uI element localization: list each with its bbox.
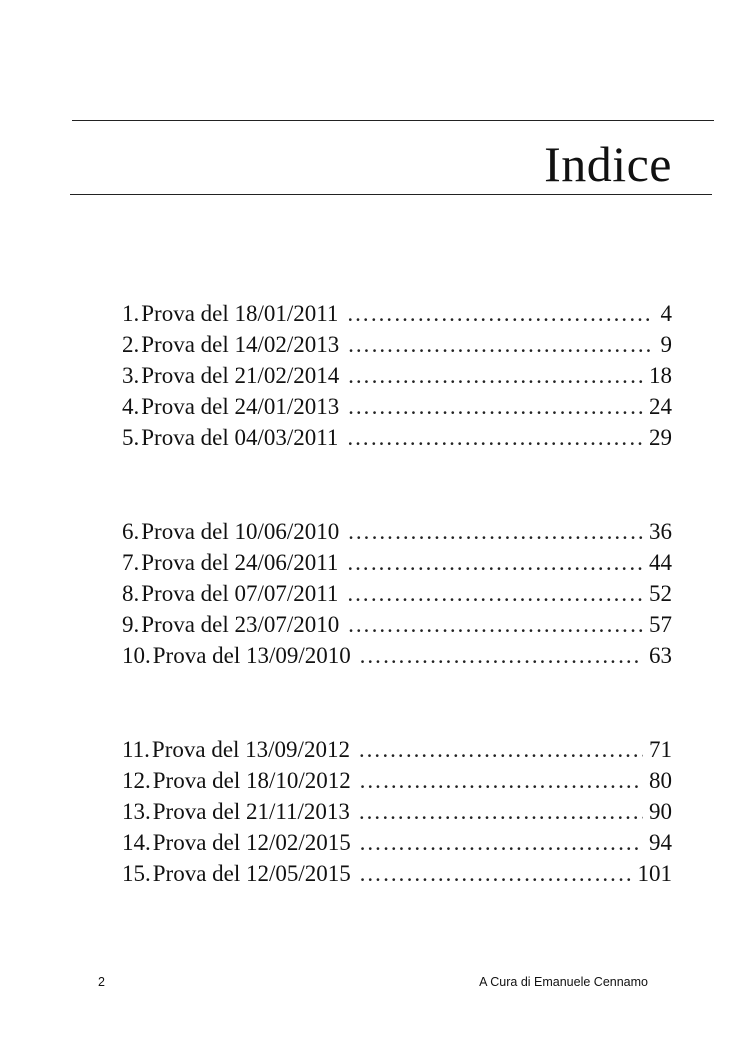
toc-entry-label: Prova del 18/01/2011 (141, 301, 339, 326)
toc-entry-page: 90 (649, 799, 672, 824)
toc-entry-number: 7. (122, 550, 140, 575)
toc-entry-label: Prova del 23/07/2010 (141, 612, 340, 637)
toc-entry-page: 9 (660, 332, 672, 357)
dot-leader (359, 765, 643, 796)
toc-entry-label: Prova del 13/09/2010 (152, 643, 351, 668)
toc-entry-page: 101 (637, 861, 672, 886)
toc-entry-number: 12. (122, 768, 151, 793)
footer-credit: A Cura di Emanuele Cennamo (479, 975, 648, 989)
dot-leader (347, 360, 643, 391)
toc-entry[interactable] (122, 516, 672, 547)
dot-leader (347, 329, 652, 360)
toc-entry[interactable] (122, 422, 672, 453)
toc-entry-number: 9. (122, 612, 140, 637)
toc-entry-page: 94 (649, 830, 672, 855)
toc-entry-number: 10. (122, 643, 151, 668)
dot-leader (346, 422, 643, 453)
toc-entry-page: 80 (649, 768, 672, 793)
toc-entry-label: Prova del 14/02/2013 (141, 332, 340, 357)
toc-entry-page: 52 (649, 581, 672, 606)
toc-entry[interactable] (122, 298, 672, 329)
toc-entry-number: 2. (122, 332, 140, 357)
toc-entry[interactable] (122, 360, 672, 391)
toc-group-3 (122, 734, 672, 889)
toc-entry[interactable] (122, 578, 672, 609)
toc-entry[interactable] (122, 858, 672, 889)
header-rule-bottom (70, 194, 712, 195)
toc-entry-number: 4. (122, 394, 140, 419)
toc-entry[interactable] (122, 796, 672, 827)
toc-group-2 (122, 516, 672, 671)
header-rule-top (72, 120, 714, 121)
toc-entry-label: Prova del 07/07/2011 (141, 581, 339, 606)
toc-entry-page: 18 (649, 363, 672, 388)
dot-leader (359, 858, 632, 889)
toc-entry-label: Prova del 04/03/2011 (141, 425, 339, 450)
toc-entry[interactable] (122, 765, 672, 796)
toc-entry-number: 3. (122, 363, 140, 388)
toc-entry-page: 24 (649, 394, 672, 419)
toc-entry-number: 1. (122, 301, 140, 326)
toc-entry-number: 6. (122, 519, 140, 544)
toc-entry[interactable] (122, 391, 672, 422)
dot-leader (347, 391, 643, 422)
toc-entry-page: 29 (649, 425, 672, 450)
toc-entry-number: 8. (122, 581, 140, 606)
toc-entry[interactable] (122, 827, 672, 858)
toc-entry-page: 71 (649, 737, 672, 762)
dot-leader (346, 578, 643, 609)
toc-entry[interactable] (122, 640, 672, 671)
toc-entry-number: 11. (122, 737, 150, 762)
toc-entry-label: Prova del 21/11/2013 (152, 799, 350, 824)
toc-entry-page: 63 (649, 643, 672, 668)
toc-entry-number: 15. (122, 861, 151, 886)
toc-entry[interactable] (122, 329, 672, 360)
toc-entry-label: Prova del 21/02/2014 (141, 363, 340, 388)
dot-leader (347, 516, 643, 547)
toc-entry[interactable] (122, 547, 672, 578)
toc-entry-page: 36 (649, 519, 672, 544)
dot-leader (359, 827, 643, 858)
toc-entry-page: 57 (649, 612, 672, 637)
dot-leader (358, 796, 643, 827)
toc-entry-number: 13. (122, 799, 151, 824)
page-title: Indice (544, 136, 672, 192)
dot-leader (347, 609, 643, 640)
toc-group-1 (122, 298, 672, 453)
toc-entry-label: Prova del 12/02/2015 (152, 830, 351, 855)
toc-entry-label: Prova del 24/01/2013 (141, 394, 340, 419)
dot-leader (358, 734, 643, 765)
dot-leader (346, 547, 643, 578)
toc-entry[interactable] (122, 609, 672, 640)
toc-entry-label: Prova del 24/06/2011 (141, 550, 339, 575)
toc-entry-label: Prova del 12/05/2015 (152, 861, 351, 886)
dot-leader (346, 298, 652, 329)
toc-entry-label: Prova del 10/06/2010 (141, 519, 340, 544)
toc-entry-number: 5. (122, 425, 140, 450)
toc-entry-label: Prova del 18/10/2012 (152, 768, 351, 793)
toc-entry-number: 14. (122, 830, 151, 855)
toc-entry-page: 4 (660, 301, 672, 326)
footer-page-number: 2 (98, 975, 105, 989)
toc-entry[interactable] (122, 734, 672, 765)
toc-entry-label: Prova del 13/09/2012 (151, 737, 350, 762)
toc-entry-page: 44 (649, 550, 672, 575)
dot-leader (359, 640, 643, 671)
